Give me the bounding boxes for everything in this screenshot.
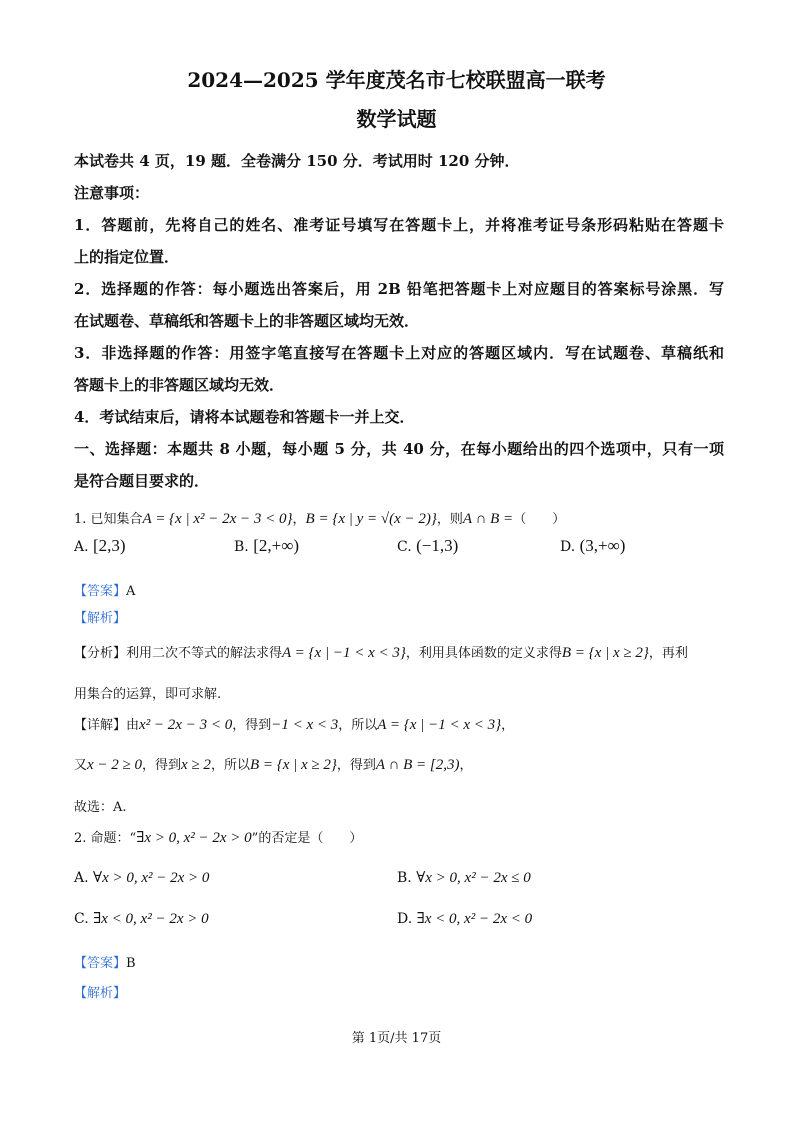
notice-heading: 注意事项： [74,184,150,202]
q1-option-d: D. (3,+∞) [560,536,626,555]
q1-answer-tag: 【答案】 [74,584,127,599]
q1-detail-tag: 【详解】 [74,718,127,733]
q1-prefix: 1. 已知集合 [74,512,143,527]
q1-fenxi-set-b: B = {x | x ≥ 2} [561,645,649,661]
q1-option-a: A. [2,3) [74,536,126,555]
notice-2-line-1: 2．选择题的作答：每小题选出答案后，用 2B 铅笔把答题卡上对应题目的答案标号涂黑．写 [74,280,724,298]
q1-set-a: A = {x | x² − 2x − 3 < 0} [142,511,293,527]
page-footer: 第 1页/共 17页 [351,1031,442,1046]
q1-answer [74,580,724,599]
q1-paren: （ ） [513,512,566,527]
intro-line: 本试卷共 4 页，19 题．全卷满分 150 分．考试用时 120 分钟． [74,152,520,170]
question-1-stem [74,508,724,528]
q1-option-d-value: (3,+∞) [579,536,626,555]
q1-option-a-value: [2,3) [93,536,126,555]
q1-fenxi-tag: 【分析】 [74,646,127,661]
q1-fenxi-line-1: 【分析】利用二次不等式的解法求得A = {x | −1 < x < 3}，利用具体函数的定义求得B = {x | x ≥ 2}，再利 [74,645,688,661]
q2-analysis-tag: 【解析】 [74,986,127,1001]
q2-answer [74,952,724,971]
q1-fenxi-set-a: A = {x | −1 < x < 3} [282,645,406,661]
notice-3-line-1: 3．非选择题的作答：用签字笔直接写在答题卡上对应的答题区域内．写在试题卷、草稿纸和 [74,344,724,362]
q2-option-a-value: ∀x > 0, x² − 2x > 0 [93,870,210,886]
q2-option-d-value: ∃x < 0, x² − 2x < 0 [416,911,533,927]
q2-option-c: C. ∃x < 0, x² − 2x > 0 [74,911,209,927]
exam-subtitle: 数学试题 [356,107,437,131]
exam-title: 2024—2025 学年度茂名市七校联盟高一联考 [187,68,606,92]
notice-4: 4．考试结束后，请将本试题卷和答题卡一并上交． [74,408,415,426]
section-heading-line-2: 是符合题目要求的． [74,472,210,490]
notice-1-line-2: 上的指定位置． [74,248,180,266]
q1-option-c: C. (−1,3) [397,536,459,555]
q2-option-a: A. ∀x > 0, x² − 2x > 0 [74,870,210,886]
q2-option-c-value: ∃x < 0, x² − 2x > 0 [93,911,209,927]
q2-proposition: ∃x > 0, x² − 2x > 0 [136,830,252,846]
q1-then: ，则 [436,512,463,527]
q1-detail-line-1: 【详解】由x² − 2x − 3 < 0，得到−1 < x < 3，所以A = {x | −1 < x < 3}， [74,717,515,733]
q2-answer-value: B [126,956,136,971]
q1-expr: A ∩ B = [462,511,514,527]
question-2-stem: 2. 命题：“∃x > 0, x² − 2x > 0”的否定是（ ） [74,830,363,846]
section-heading-line-1: 一、选择题：本题共 8 小题，每小题 5 分，共 40 分，在每小题给出的四个选项中，只有一项 [74,440,724,458]
q1-option-b: B. [2,+∞) [234,536,299,555]
q1-option-c-value: (−1,3) [416,536,459,555]
q1-answer-value: A [126,584,136,599]
q1-fenxi-line-2: 用集合的运算，即可求解. [74,687,222,702]
q1-set-b: B = {x | y = √(x − 2)} [305,511,437,527]
q2-option-d: D. ∃x < 0, x² − 2x < 0 [397,911,533,927]
notice-1-line-1: 1．答题前，先将自己的姓名、准考证号填写在答题卡上，并将准考证号条形码粘贴在答题卡 [74,216,724,234]
q1-detail-line-2: 又x − 2 ≥ 0，得到x ≥ 2，所以B = {x | x ≥ 2}，得到A ∩ B = [2,3)， [74,757,473,773]
q1-conclusion: 故选：A. [74,800,127,815]
q1-option-b-value: [2,+∞) [253,536,299,555]
q2-answer-tag: 【答案】 [74,956,127,971]
q1-analysis-tag: 【解析】 [74,611,127,626]
q2-option-b: B. ∀x > 0, x² − 2x ≤ 0 [397,870,531,886]
q1-sep: ， [292,512,306,527]
notice-3-line-2: 答题卡上的非答题区域均无效． [74,376,285,394]
notice-2-line-2: 在试题卷、草稿纸和答题卡上的非答题区域均无效． [74,312,420,330]
q2-option-b-value: ∀x > 0, x² − 2x ≤ 0 [416,870,531,886]
